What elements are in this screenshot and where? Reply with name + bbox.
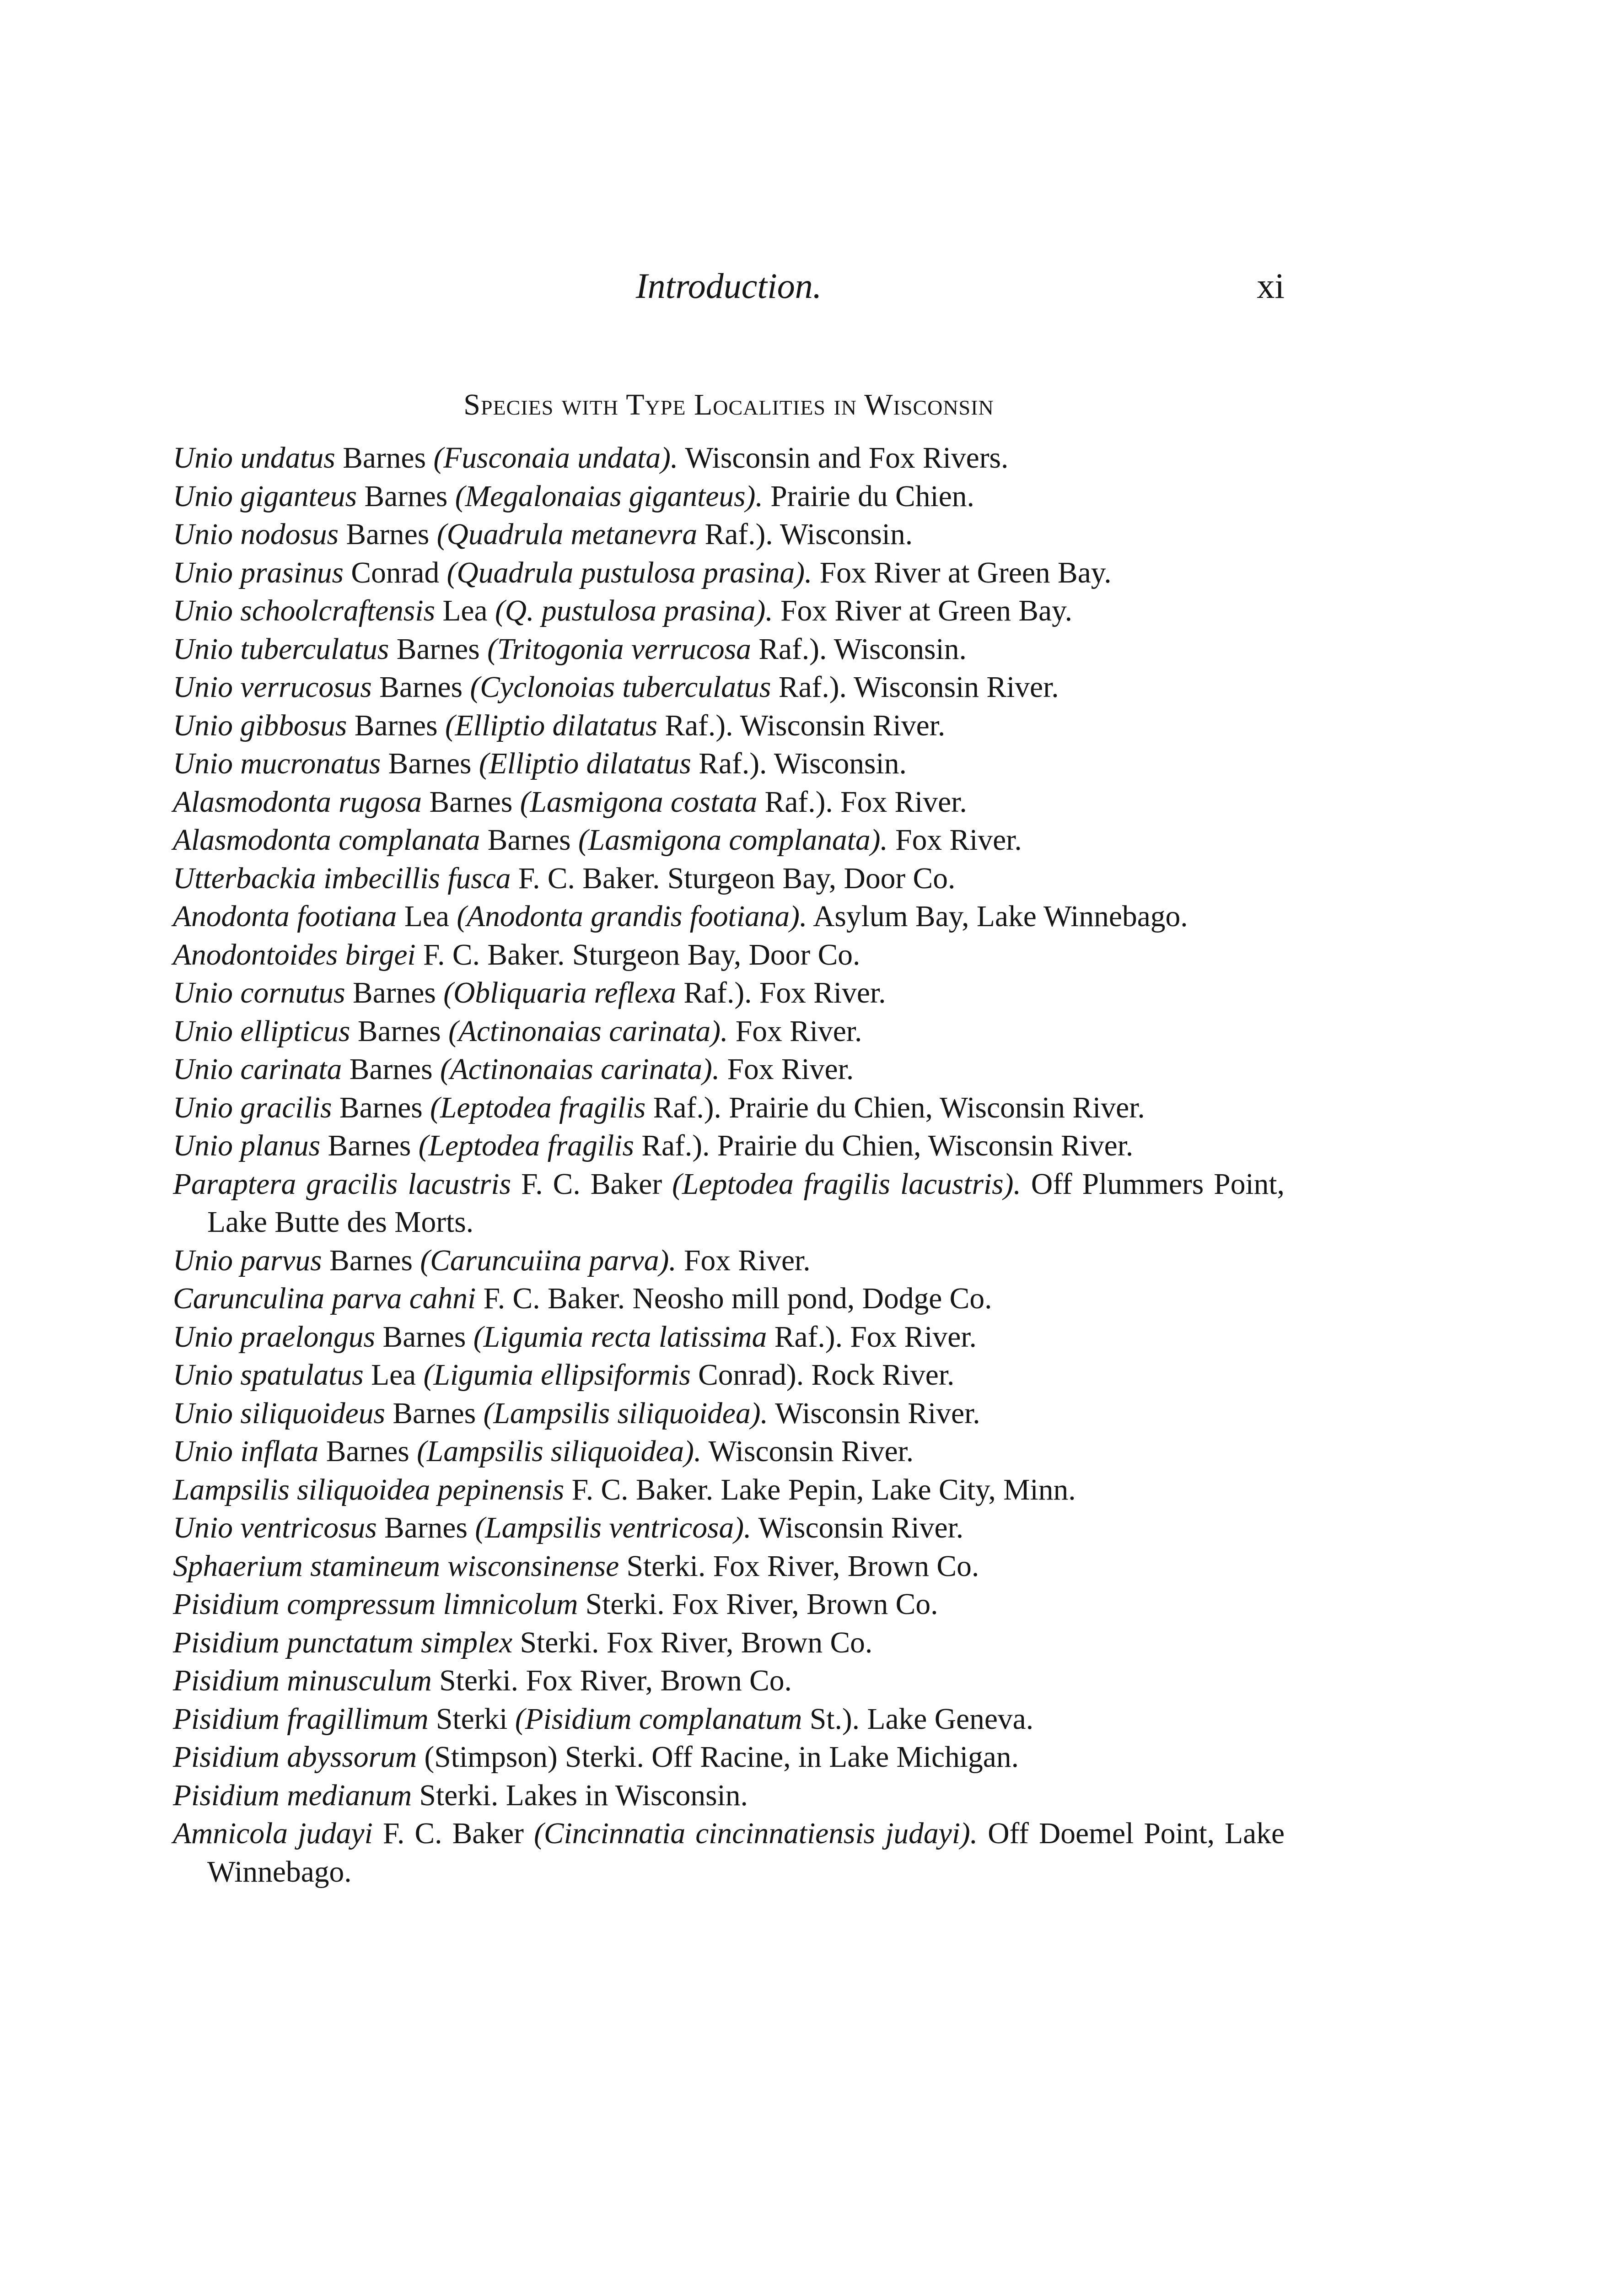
species-name: Pisidium punctatum simplex [173, 1626, 513, 1659]
species-author: Barnes [354, 709, 438, 742]
type-locality: Fox River at Green Bay. [780, 594, 1072, 627]
species-author: F. C. Baker. [423, 938, 565, 971]
species-name: Unio carinata [173, 1053, 342, 1086]
synonym-name: (Q. pustulosa prasina). [495, 594, 773, 627]
synonym-name: (Ligumia recta latissima [473, 1320, 767, 1354]
species-author: Barnes [328, 1129, 411, 1162]
species-entry [173, 1586, 1285, 1624]
type-locality: Asylum Bay, Lake Winnebago. [813, 900, 1188, 933]
synonym-name: (Actinonaias carinata). [448, 1014, 728, 1048]
species-author: Sterki. [439, 1664, 519, 1697]
type-locality: Wisconsin. [774, 747, 907, 780]
species-name: Unio siliquoideus [173, 1397, 385, 1430]
species-author: Barnes [388, 747, 472, 780]
type-locality: Wisconsin River. [740, 709, 946, 742]
type-locality: Fox River. [735, 1014, 862, 1048]
synonym-author: Raf.). [774, 1320, 843, 1354]
type-locality: Fox River. [850, 1320, 977, 1354]
type-locality: Prairie du Chien. [770, 480, 974, 513]
synonym-name: (Obliquaria reflexa [443, 977, 677, 1009]
synonym-name: (Elliptio dilatatus [479, 747, 691, 780]
species-name: Unio ellipticus [173, 1014, 350, 1048]
species-name: Unio planus [173, 1129, 321, 1162]
species-entry [173, 860, 1285, 898]
species-entry [173, 631, 1285, 669]
species-author: Barnes [346, 518, 430, 551]
species-author: Barnes [429, 785, 513, 819]
species-entry [173, 1013, 1285, 1051]
synonym-author: Raf.). [704, 518, 773, 551]
species-entry [173, 1280, 1285, 1318]
species-author: Barnes [343, 442, 426, 475]
section-heading: Species with Type Localities in Wisconsin [463, 388, 994, 421]
synonym-name: (Cyclonoias tuberculatus [470, 671, 771, 704]
species-entry [173, 478, 1285, 516]
species-name: Sphaerium stamineum wisconsinense [173, 1549, 619, 1583]
species-entry [173, 1548, 1285, 1586]
type-locality: Fox River. [727, 1053, 854, 1086]
species-entry [173, 745, 1285, 783]
species-entry [173, 898, 1285, 936]
species-author: Barnes [384, 1511, 468, 1544]
type-locality: Wisconsin River. [854, 671, 1059, 704]
species-name: Unio praelongus [173, 1320, 376, 1354]
synonym-name: (Leptodea fragilis [430, 1091, 646, 1124]
species-name: Unio spatulatus [173, 1359, 364, 1392]
running-head [173, 263, 1285, 309]
synonym-author: Raf.). [778, 671, 847, 704]
type-locality: Fox River. [684, 1244, 811, 1277]
species-author: Sterki [436, 1702, 508, 1736]
species-author: Lea [404, 900, 449, 933]
type-locality: Lake Pepin, Lake City, Minn. [721, 1473, 1076, 1506]
species-entry [173, 516, 1285, 554]
synonym-author: Raf.). [683, 977, 752, 1009]
species-name: Lampsilis siliquoidea pepinensis [173, 1473, 565, 1506]
species-name: Unio parvus [173, 1244, 322, 1277]
synonym-name: (Lasmigona costata [520, 785, 758, 819]
species-author: Sterki. [419, 1779, 499, 1812]
species-name: Utterbackia imbecillis fusca [173, 862, 511, 895]
species-author: (Stimpson) Sterki. [424, 1741, 644, 1774]
species-entry [173, 554, 1285, 593]
type-locality: Lake Geneva. [867, 1702, 1034, 1736]
page-number: xi [1257, 266, 1285, 306]
species-name: Carunculina parva cahni [173, 1282, 476, 1315]
type-locality: Fox River at Green Bay. [819, 556, 1112, 589]
synonym-name: (Quadrula pustulosa prasina). [446, 556, 812, 589]
species-author: F. C. Baker. [518, 862, 660, 895]
species-entry [173, 1700, 1285, 1739]
species-entry [173, 1395, 1285, 1433]
type-locality: Off Racine, in Lake Michigan. [651, 1741, 1019, 1774]
species-name: Unio tuberculatus [173, 632, 389, 666]
species-author: Barnes [379, 671, 463, 704]
synonym-name: (Lampsilis siliquoidea). [417, 1435, 702, 1468]
species-author: Barnes [396, 632, 480, 666]
species-entry [173, 1089, 1285, 1128]
synonym-name: (Quadrula metanevra [436, 518, 698, 551]
type-locality: Sturgeon Bay, Door Co. [667, 862, 956, 895]
species-name: Unio prasinus [173, 556, 344, 589]
species-author: Barnes [382, 1320, 466, 1354]
species-entry [173, 1777, 1285, 1815]
species-entry [173, 1356, 1285, 1395]
species-entry [173, 1166, 1285, 1242]
species-entry [173, 669, 1285, 707]
synonym-name: (Megalonaias giganteus). [455, 480, 763, 513]
synonym-name: (Leptodea fragilis [418, 1129, 634, 1162]
species-author: Lea [371, 1359, 416, 1392]
type-locality: Fox River, Brown Co. [526, 1664, 792, 1697]
type-locality: Wisconsin and Fox Rivers. [685, 442, 1009, 475]
synonym-name: (Lampsilis siliquoidea). [483, 1397, 768, 1430]
species-entry [173, 974, 1285, 1013]
species-name: Alasmodonta complanata [173, 824, 480, 857]
species-author: F. C. Baker [382, 1817, 524, 1850]
synonym-name: (Ligumia ellipsiformis [423, 1359, 691, 1392]
species-name: Unio gibbosus [173, 709, 347, 742]
type-locality: Fox River. [840, 785, 967, 819]
synonym-author: Raf.). [653, 1091, 721, 1124]
species-author: Conrad [351, 556, 440, 589]
species-name: Unio nodosus [173, 518, 339, 551]
species-author: Barnes [353, 977, 436, 1009]
species-author: F. C. Baker. [483, 1282, 625, 1315]
synonym-name: (Elliptio dilatatus [445, 709, 657, 742]
species-name: Alasmodonta rugosa [173, 785, 422, 819]
type-locality: Fox River, Brown Co. [606, 1626, 873, 1659]
synonym-name: (Fusconaia undata). [433, 442, 678, 475]
type-locality: Fox River, Brown Co. [672, 1588, 938, 1621]
synonym-author: Raf.). [641, 1129, 710, 1162]
type-locality: Wisconsin River. [708, 1435, 914, 1468]
type-locality: Wisconsin. [834, 632, 967, 666]
species-entry [173, 1509, 1285, 1548]
species-author: Barnes [357, 1014, 441, 1048]
species-entry [173, 936, 1285, 975]
species-name: Pisidium medianum [173, 1779, 412, 1812]
species-entry [173, 1815, 1285, 1891]
type-locality: Sturgeon Bay, Door Co. [572, 938, 860, 971]
synonym-name: (Pisidium complanatum [515, 1702, 802, 1736]
synonym-author: Raf.). [758, 632, 827, 666]
species-name: Pisidium fragillimum [173, 1702, 429, 1736]
species-name: Unio gracilis [173, 1091, 332, 1124]
synonym-name: (Leptodea fragilis lacustris). [672, 1167, 1021, 1201]
species-entry [173, 1624, 1285, 1662]
species-entry [173, 1662, 1285, 1700]
species-name: Unio cornutus [173, 977, 345, 1009]
synonym-author: St.). [809, 1702, 860, 1736]
type-locality: Wisconsin. [780, 518, 913, 551]
species-entry [173, 592, 1285, 631]
species-name: Unio ventricosus [173, 1511, 377, 1544]
species-author: Barnes [326, 1435, 409, 1468]
species-list [173, 439, 1285, 1891]
species-name: Pisidium minusculum [173, 1664, 432, 1697]
type-locality: Fox River. [759, 977, 886, 1009]
type-locality: Fox River. [895, 824, 1022, 857]
species-name: Amnicola judayi [173, 1817, 373, 1850]
species-author: F. C. Baker [521, 1167, 662, 1201]
type-locality: Lakes in Wisconsin. [505, 1779, 748, 1812]
species-author: Sterki. [626, 1549, 706, 1583]
species-name: Unio undatus [173, 442, 335, 475]
species-author: Barnes [339, 1091, 423, 1124]
species-name: Unio verrucosus [173, 671, 372, 704]
species-name: Unio inflata [173, 1435, 319, 1468]
species-entry [173, 707, 1285, 745]
species-name: Paraptera gracilis lacustris [173, 1167, 511, 1201]
synonym-name: (Cincinnatia cincinnatiensis judayi). [534, 1817, 978, 1850]
synonym-name: (Anodonta grandis footiana). [457, 900, 807, 933]
type-locality: Wisconsin River. [775, 1397, 980, 1430]
species-name: Anodonta footiana [173, 900, 397, 933]
running-title: Introduction. [635, 266, 822, 306]
synonym-name: (Caruncuiina parva). [420, 1244, 677, 1277]
type-locality: Wisconsin River. [758, 1511, 964, 1544]
species-name: Unio giganteus [173, 480, 357, 513]
type-locality: Off Doemel Point, Lake Winnebago. [207, 1817, 1285, 1889]
species-name: Pisidium compressum limnicolum [173, 1588, 578, 1621]
species-name: Unio mucronatus [173, 747, 381, 780]
species-author: Lea [442, 594, 488, 627]
type-locality: Prairie du Chien, Wisconsin River. [717, 1129, 1134, 1162]
synonym-name: (Lasmigona complanata). [578, 824, 888, 857]
species-author: Barnes [393, 1397, 476, 1430]
species-entry [173, 1051, 1285, 1089]
species-entry [173, 783, 1285, 822]
species-entry [173, 1242, 1285, 1280]
species-author: Barnes [364, 480, 448, 513]
species-name: Unio schoolcraftensis [173, 594, 436, 627]
species-author: Barnes [329, 1244, 413, 1277]
synonym-author: Raf.). [699, 747, 767, 780]
synonym-author: Raf.). [665, 709, 733, 742]
type-locality: Fox River, Brown Co. [713, 1549, 979, 1583]
species-author: F. C. Baker. [571, 1473, 714, 1506]
synonym-name: (Lampsilis ventricosa). [475, 1511, 752, 1544]
species-name: Anodontoides birgei [173, 938, 416, 971]
species-entry [173, 1433, 1285, 1471]
species-author: Sterki. [520, 1626, 599, 1659]
synonym-name: (Actinonaias carinata). [440, 1053, 720, 1086]
species-entry [173, 1318, 1285, 1357]
synonym-author: Conrad). [698, 1359, 804, 1392]
synonym-name: (Tritogonia verrucosa [487, 632, 751, 666]
type-locality: Prairie du Chien, Wisconsin River. [729, 1091, 1145, 1124]
species-entry [173, 1127, 1285, 1166]
species-entry [173, 821, 1285, 860]
species-author: Barnes [349, 1053, 433, 1086]
species-author: Barnes [487, 824, 571, 857]
type-locality: Neosho mill pond, Dodge Co. [632, 1282, 992, 1315]
species-entry [173, 1738, 1285, 1777]
species-entry [173, 1471, 1285, 1510]
type-locality: Rock River. [811, 1359, 955, 1392]
synonym-author: Raf.). [764, 785, 833, 819]
species-author: Sterki. [585, 1588, 665, 1621]
type-locality: Off Plummers Point, Lake Butte des Morts. [207, 1167, 1285, 1239]
species-entry [173, 439, 1285, 478]
species-name: Pisidium abyssorum [173, 1741, 417, 1774]
